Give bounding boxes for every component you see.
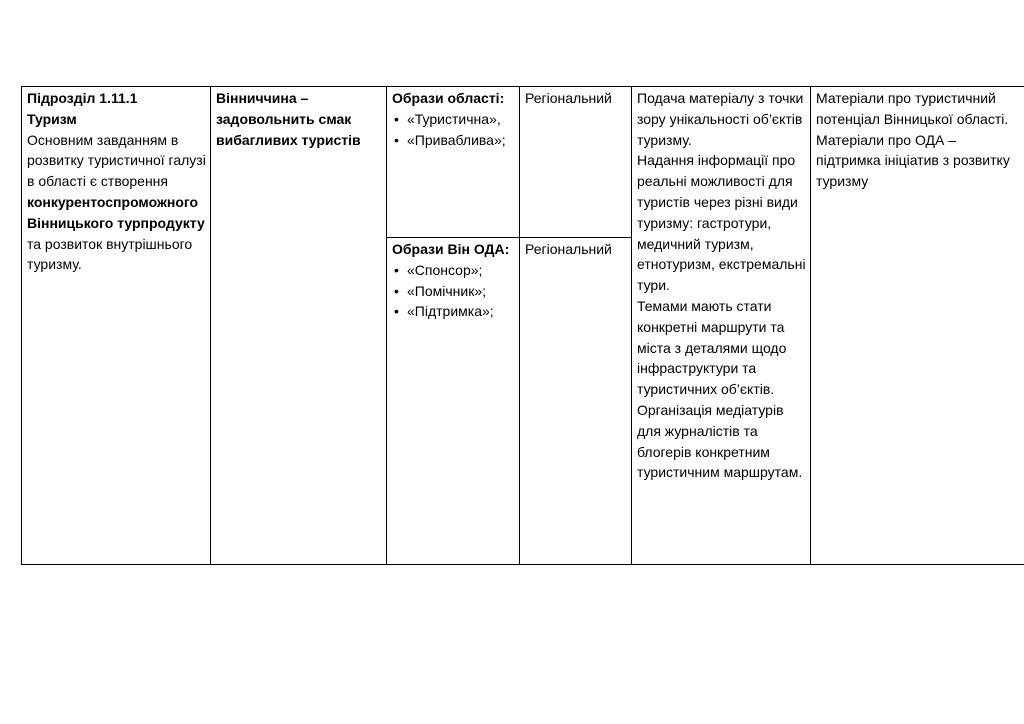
level-cell-bottom <box>520 238 632 565</box>
section-text-before: Основним завданням в розвитку туристичної галузі в області є створення <box>27 131 206 190</box>
slogan-heading: Вінниччина – задовольнить смак вибагливих туристів <box>216 90 361 148</box>
materials-paragraph: Матеріали про туристичний потенціал Вінницької області. <box>816 90 1009 127</box>
level-text: Регіональний <box>525 241 612 257</box>
level-text: Регіональний <box>525 90 612 106</box>
approach-paragraph: Темами мають стати конкретні маршрути та міста з деталями щодо інфраструктури та туристичних об’єктів. <box>637 297 787 398</box>
materials-cell <box>811 87 1024 565</box>
approach-cell <box>632 87 811 565</box>
section-cell <box>22 87 211 565</box>
list-item: • «Туристична», <box>392 109 515 130</box>
region-images-heading: Образи області: <box>392 90 505 106</box>
section-text-bold: конкурентоспроможного Вінницького турпродукту <box>27 193 205 231</box>
region-images-cell <box>387 87 520 238</box>
approach-paragraph: Організація медіатурів для журналістів та блогерів конкретним туристичним маршрутам. <box>637 401 803 481</box>
list-item: • «Підтримка»; <box>392 301 515 322</box>
table-row <box>22 87 1024 238</box>
oda-images-heading: Образи Він ОДА: <box>392 241 510 257</box>
oda-images-cell <box>387 238 520 565</box>
section-text-after: та розвиток внутрішнього туризму. <box>27 235 193 273</box>
slogan-cell <box>211 87 387 565</box>
list-item: • «Спонсор»; <box>392 260 515 281</box>
list-item: • «Приваблива»; <box>392 130 515 151</box>
plan-table <box>21 86 1024 565</box>
oda-images-list <box>392 260 515 322</box>
region-images-list <box>392 109 515 151</box>
approach-paragraph: Подача матеріалу з точки зору унікальності об’єктів туризму. <box>637 90 804 148</box>
level-cell-top <box>520 87 632 238</box>
approach-paragraph: Надання інформації про реальні можливості для туристів через різні види туризму: гастротури, медичний туризм, етнотуризм, екстремальні тури. <box>637 152 806 294</box>
list-item: • «Помічник»; <box>392 281 515 302</box>
section-title: Підрозділ 1.11.1 <box>27 90 138 106</box>
materials-paragraph: Матеріали про ОДА – підтримка ініціатив з розвитку туризму <box>816 131 1010 190</box>
section-subtitle: Туризм <box>27 110 77 127</box>
